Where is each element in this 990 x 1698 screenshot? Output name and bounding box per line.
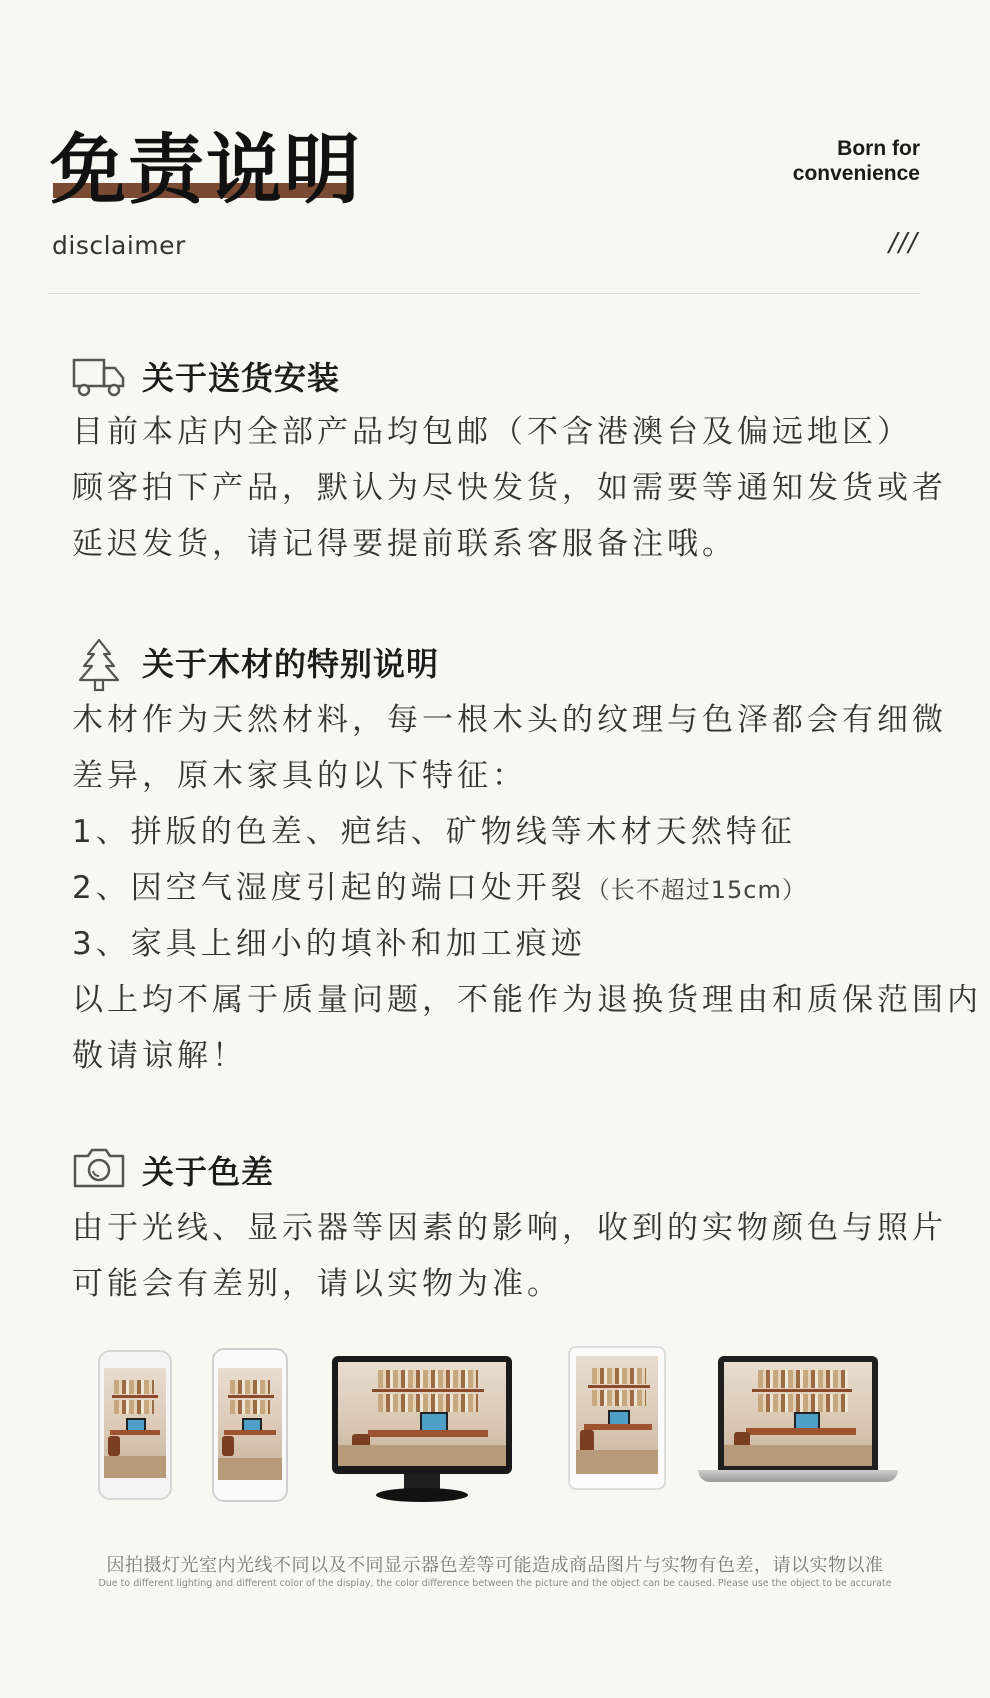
tablet-device [568, 1346, 666, 1490]
body-line: 以上均不属于质量问题，不能作为退换货理由和质保范围内 [72, 982, 982, 1018]
header-divider [48, 293, 920, 294]
crack-length-note: （长不超过15cm） [585, 876, 807, 904]
title-block [50, 125, 362, 214]
laptop-device [718, 1356, 878, 1470]
color-difference-caption: 因拍摄灯光室内光线不同以及不同显示器色差等可能造成商品图片与实物有色差，请以实物以准 [106, 1555, 884, 1576]
body-line: 可能会有差别，请以实物为准。 [72, 1266, 562, 1302]
body-line: 延迟发货，请记得要提前联系客服备注哦。 [72, 526, 737, 562]
decor-slashes: /// [888, 228, 918, 258]
device-screen [104, 1368, 166, 1478]
device-screen [218, 1368, 282, 1480]
body-line: 差异，原木家具的以下特征： [72, 758, 527, 794]
monitor-base [376, 1488, 468, 1502]
device-screen [724, 1362, 872, 1466]
section-color-heading [72, 1146, 274, 1194]
body-line: 顾客拍下产品，默认为尽快发货，如需要等通知发货或者 [72, 470, 947, 506]
body-line: 3、家具上细小的填补和加工痕迹 [72, 926, 586, 962]
camera-icon [72, 1146, 126, 1194]
brand-line-2: convenience [792, 162, 920, 185]
body-line: 由于光线、显示器等因素的影响，收到的实物颜色与照片 [72, 1210, 947, 1246]
device-comparison-image [54, 1330, 934, 1520]
device-screen [576, 1356, 658, 1474]
brand-line-1: Born for [837, 137, 920, 160]
tree-icon [72, 638, 126, 686]
section-delivery-body [72, 404, 947, 572]
section-wood-heading [72, 638, 439, 686]
body-line: 1、拼版的色差、疤结、矿物线等木材天然特征 [72, 814, 796, 850]
brand-slogan [793, 136, 920, 186]
page-subtitle: disclaimer [52, 231, 186, 260]
body-line: 敬请谅解！ [72, 1038, 247, 1074]
section-heading: 关于色差 [142, 1153, 275, 1191]
section-heading: 关于木材的特别说明 [142, 645, 440, 683]
body-line: 木材作为天然材料，每一根木头的纹理与色泽都会有细微 [72, 702, 947, 738]
body-line-text: 2、因空气湿度引起的端口处开裂 [72, 870, 586, 906]
body-line [72, 860, 982, 916]
page-title: 免责说明 [50, 125, 362, 214]
section-wood-body [72, 692, 982, 1084]
section-delivery-heading [72, 352, 340, 400]
phone-device [212, 1348, 288, 1502]
monitor-device [332, 1356, 512, 1474]
section-color-body [72, 1200, 947, 1312]
truck-icon [72, 352, 126, 400]
phone-device [98, 1350, 172, 1500]
laptop-base [698, 1470, 898, 1482]
section-heading: 关于送货安装 [142, 359, 341, 397]
body-line: 目前本店内全部产品均包邮（不含港澳台及偏远地区） [72, 414, 912, 450]
color-difference-caption-en: Due to different lighting and different color of the display, the color difference between the picture and the object can be caused. Please use the object to be accurate [98, 1578, 892, 1589]
device-screen [338, 1362, 506, 1466]
